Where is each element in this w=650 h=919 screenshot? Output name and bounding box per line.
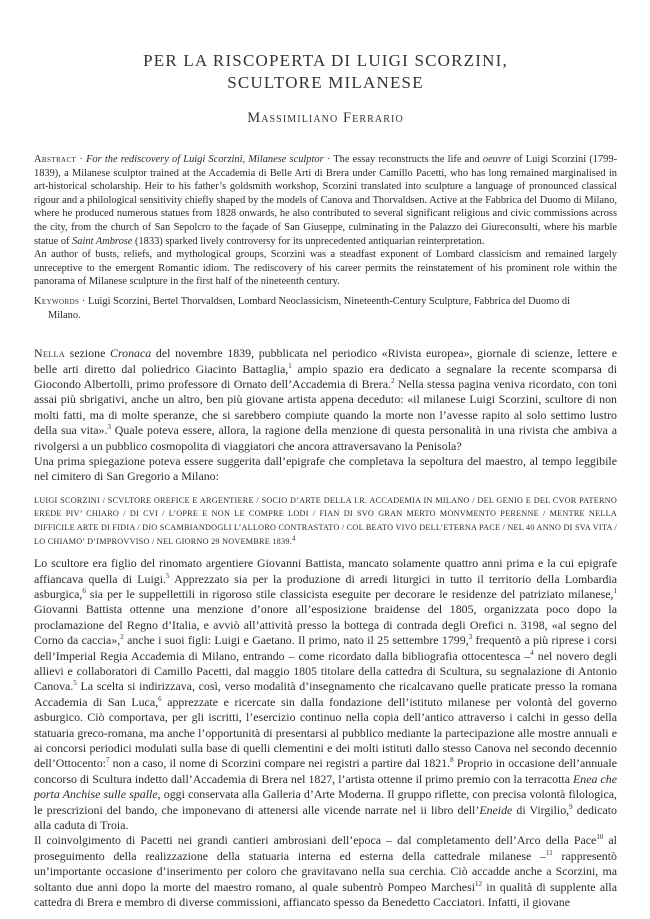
abstract-paragraph-1 (34, 153, 617, 248)
text: dedicato alla caduta di Troia. (34, 802, 617, 833)
text: di Virgilio, (512, 802, 570, 817)
text: Il coinvolgimento di Pacetti nei grandi cantieri ambrosiani dell’epoca – dal completamento dell’Arco della Pace (34, 833, 597, 848)
body-paragraph-3 (34, 556, 617, 833)
abstract-italic: Saint Ambrose (72, 235, 133, 247)
text: Quale poteva essere, allora, la ragione della menzione di questa personalità in una rivista che ambiva a rivolgersi a un pubblico cosmopolita di viaggiatori che ancora attraversavano la Penisola? (34, 423, 617, 453)
text: frequentò a più riprese i corsi dell’Imperial Regia Accademia di Milano, entrando – come ricordato dalla bibliografia ottocentesca – (34, 633, 618, 663)
footnote-ref[interactable]: 7 (105, 756, 110, 765)
text: , oggi conservata alla Galleria d’Arte Moderna. Il gruppo riflette, con precisa volontà filologica, le prescrizioni del bando, che imponevano di attenersi alle vicende narrate nel ii libro dell’ (34, 787, 617, 817)
footnote-ref[interactable]: 5 (166, 571, 170, 580)
epigraph (34, 494, 617, 548)
italic-text: Cronaca (110, 346, 152, 361)
footnote-ref[interactable]: 3 (107, 423, 111, 432)
footnote-ref[interactable]: 1 (613, 587, 617, 595)
footnote-ref[interactable]: 12 (475, 879, 482, 888)
abstract-paragraph-2: An author of busts, reliefs, and mythological groups, Scorzini was a steadfast exponent of Lombard classicism and remained largely unreceptive to the emergent Romantic idiom. The rediscovery of his career permits the reinstatement of his prominent role within the panorama of Milanese sculpture in the first half of the nineteenth century. (34, 249, 617, 288)
text: Nella stessa pagina veniva ricordato, con toni assai più sbrigativi, anche un altro, ben più giovane artista appena deceduto: «il milanese Luigi Scorzini, scultore di non molti fatti, ma di molte speranze, che si sarebbero compiute quando la morte non l’avesse rapito al solo settimo lustro della sua vita». (34, 376, 617, 438)
article-page (34, 50, 617, 911)
text: sia per le suppellettili in rigoroso stile classicista eseguite per decorare le residenze del patriziato milanese, (85, 586, 614, 601)
text: non a caso, il nome di Scorzini compare nei registri a partire dal 1821. (109, 756, 451, 771)
abstract-text: of Luigi Scorzini (1799-1839), a Milanese sculptor trained at the Accademia di Belle Arti di Brera under Camillo Pacetti, who has long remained marginalised in art-historical scholarship. Heir to his father’s goldsmith workshop, Scorzini translated into sculpture a language of pronounced classical rigour and a philological sensitivity chiefly shaped by the models of Canova and Thorvaldsen. Active at the Fabbrica del Duomo di Milano, where he produced numerous statues from 1828 onwards, he also contributed to several significant religious and civic commissions across the city, from the church of San Sepolcro to the façade of San Giuseppe, culminating in the Palazzo dei Giureconsulti, where his marble statue of (34, 154, 618, 247)
separator: · (79, 295, 88, 307)
abstract-text: The essay reconstructs the life and (333, 154, 483, 165)
text: del novembre 1839, pubblicata nel periodico «Rivista europea», giornale di scienze, lettere e belle arti diretto dal poliedrico Giacinto Battaglia, (34, 346, 617, 376)
abstract-text: (1833) sparked lively controversy for its unprecedented antiquarian reinterpretation. (132, 235, 485, 247)
italic-text: Eneide (479, 802, 513, 817)
author-name: Massimiliano Ferrario (247, 110, 404, 126)
footnote-ref[interactable]: 2 (120, 633, 124, 642)
text: nel novero degli allievi e collaboratori di Camillo Pacetti, dal maggio 1805 titolare della cattedra di Scultura, su segnalazione di Antonio Canova. (34, 648, 617, 694)
keywords-label: Keywords (34, 295, 80, 307)
title-line-2: SCULTORE MILANESE (227, 73, 424, 92)
footnote-ref[interactable]: 5 (73, 679, 77, 688)
text: rappresentò un’importante occasione d’inserimento per coloro che gravitavano nella sua cerchia. Ciò accadde anche a Scorzini, ma soltanto due anni dopo la morte del maestro romano, al quale subentrò Pompeo Marchesi (34, 848, 617, 894)
epigraph-text: LUIGI SCORZINI / SCVLTORE OREFICE E ARGENTIERE / SOCIO D’ARTE DELLA I.R. ACCADEMIA IN MILANO / DEL GENIO E DEL CVOR PATERNO EREDE PIV’ CHIARO / DI CVI / L’OPRE E NON LE COMPRE LODI / FIAN DI SVO GRAN MERTO MONVMENTO PERENNE / MENTRE NELLA DIFFICILE ARTE DI FIDIA / DIO SCAMBIANDOGLI L’ALLORO CONTRASTATO / COL BEATO VIVO DELL’ETERNA PACE / NEL 40 ANNO DI SVA VITA / LO CHIAMO’ D’IMPROVVISO / NEL GIORNO 29 NOVEMBRE 1839. (34, 495, 617, 546)
body-paragraph-1 (34, 346, 617, 454)
keywords-line-1: Luigi Scorzini, Bertel Thorvaldsen, Lombard Neoclassicism, Nineteenth-Century Sculpture, Fabbrica del Duomo di (87, 295, 570, 307)
footnote-ref[interactable]: 8 (450, 756, 454, 765)
text: al proseguimento della realizzazione della statuaria interna ed esterna della cattedrale milanese – (34, 833, 617, 863)
text: sezione (65, 346, 111, 361)
text: La scelta si indirizzava, così, verso modalità d’insegnamento che ricalcavano quelle praticate presso la romana Accademia di San Luca, (34, 679, 617, 709)
separator: · (323, 154, 334, 165)
footnote-ref[interactable]: 6 (82, 587, 86, 595)
footnote-ref[interactable]: 6 (158, 694, 162, 703)
title-line-1: PER LA RISCOPERTA DI LUIGI SCORZINI, (143, 51, 508, 70)
footnote-ref[interactable]: 11 (545, 848, 553, 857)
abstract (34, 153, 617, 289)
abstract-italic: oeuvre (482, 154, 511, 165)
footnote-ref[interactable]: 1 (288, 361, 292, 370)
text: Lo scultore era figlio del rinomato argentiere Giovanni Battista, mancato solamente quattro anni prima e la cui epigrafe affiancava quella di Luigi. (34, 556, 617, 586)
footnote-ref[interactable]: 4 (530, 648, 534, 657)
keywords (34, 295, 617, 322)
footnote-ref[interactable]: 10 (596, 833, 604, 842)
footnote-ref[interactable]: 9 (569, 802, 573, 811)
body-paragraph-2: Una prima spiegazione poteva essere suggerita dall’epigrafe che completava la sepoltura del maestro, al tempo leggibile nel cimitero di San Gregorio a Milano: (34, 453, 617, 484)
abstract-label: Abstract (34, 154, 77, 165)
footnote-ref[interactable]: 4 (291, 533, 296, 542)
keywords-line-2: Milano. (48, 309, 81, 321)
body-paragraph-4 (34, 833, 617, 910)
footnote-ref[interactable]: 2 (391, 376, 395, 385)
text: Giovanni Battista ottenne una menzione d’onore all’esposizione braidense del 1805, organizzata poco dopo la proclamazione del Regno d’Italia, e avviò all’attività presso la bottega di contrada degli Orefici n. 3198, «al segno del Corno da caccia», (34, 602, 617, 648)
italic-text: Enea che porta Anchise sulle spalle (34, 771, 618, 802)
text: anche i suoi figli: Luigi e Gaetano. Il primo, nato il 25 settembre 1799, (123, 633, 469, 648)
separator: · (76, 154, 87, 165)
text: in qualità di supplente alla cattedra di Brera e membro di diverse commissioni, affiancato spesso da Benedetto Cacciatori. Infatti, il giovane (34, 879, 617, 910)
text: ampio spazio era dedicato a segnalare la recente scomparsa di Giocondo Albertolli, primo professore di Ornato dell’Accademia di Brera. (34, 361, 617, 391)
abstract-title: For the rediscovery of Luigi Scorzini, Milanese sculptor (86, 154, 324, 165)
lead-word: Nella (34, 346, 66, 361)
article-title (34, 50, 617, 94)
article-body (34, 346, 617, 910)
footnote-ref[interactable]: 3 (468, 633, 473, 642)
text: Apprezzato sia per la produzione di arredi liturgici in tutto il territorio della Lombardia asburgica, (34, 571, 617, 601)
text: apprezzate e ricercate sin dalla fondazione dell’istituto milanese per volontà del governo asburgico. Ciò comportava, per gli iscritti, l’esercizio continuo nella copia dell’antico attraverso i calchi in gesso della statuaria greco-romana, ma anche l’opportunità di presentarsi al pubblico mediante la partecipazione alle mostre annuali e ai concorsi periodici modulati sulla base di quelli clementini e dei molti istituti dallo stesso Canova nel secondo decennio dell’Ottocento: (34, 694, 617, 771)
text: Proprio in occasione dell’annuale concorso di Scultura indetto dall’Accademia di Brera nel 1827, l’artista ottenne il primo premio con la terracotta (34, 756, 617, 786)
